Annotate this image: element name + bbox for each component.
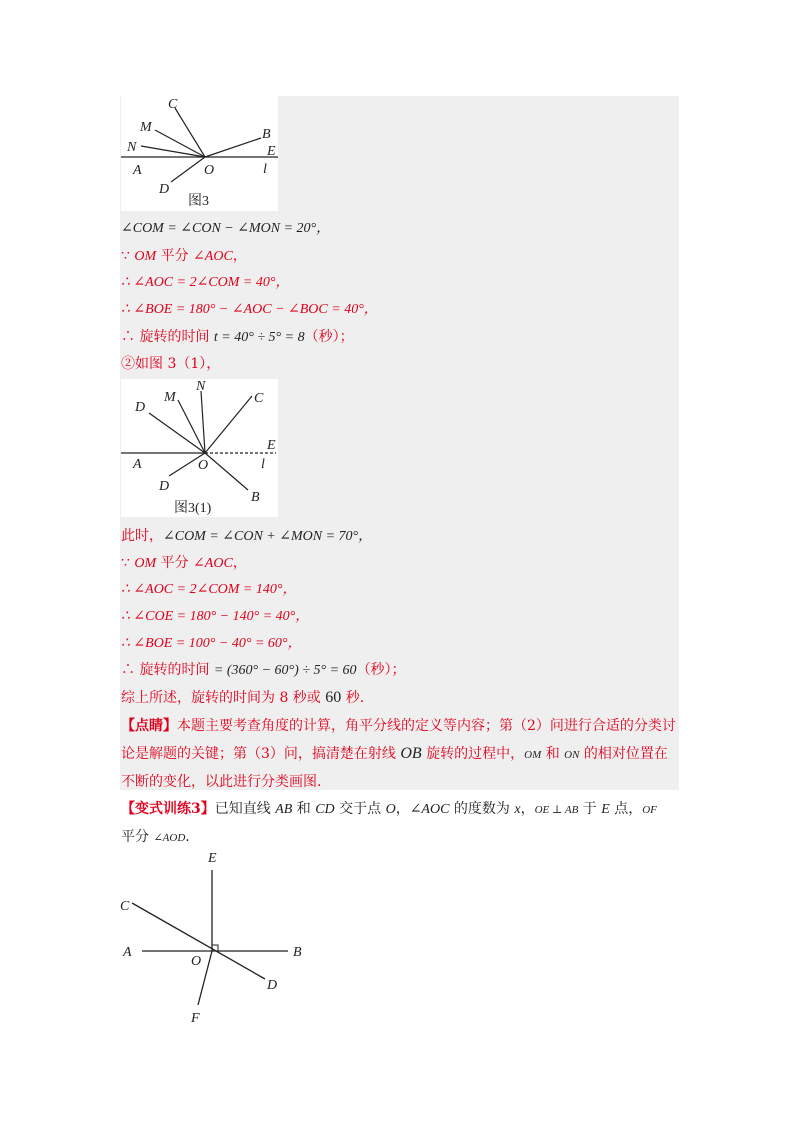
fig31-caption: 图3(1) <box>174 501 212 516</box>
fig31-label-n: N <box>196 379 206 394</box>
fig3-label-e: E <box>267 144 276 159</box>
fig31-label-m: M <box>164 390 176 405</box>
step-a-line-3: ∴ ∠AOC = 2∠COM = 40°， <box>121 275 290 290</box>
figure-3-1-diagram <box>121 379 278 517</box>
fig3-caption: 图3 <box>188 194 209 209</box>
step-b-line-3: ∴ ∠AOC = 2∠COM = 140°， <box>121 582 297 597</box>
ex-label-c: C <box>120 899 130 914</box>
step-b-line-2: ∵ OM 平分 ∠AOC， <box>121 555 247 571</box>
exercise-figure-diagram <box>115 845 315 1030</box>
fig3-label-l: l <box>263 162 267 177</box>
fig31-label-d-lower: D <box>159 479 170 494</box>
comment-paragraph: 【点睛】本题主要考查角度的计算，角平分线的定义等内容；第（2）问进行合适的分类讨论是解题的关键；第（3）问，搞清楚在射线 OB 旋转的过程中，OM 和 ON 的相对位置在不断的变化，以此进行分类画图. <box>121 718 676 790</box>
step-a-line-2: ∵ OM 平分 ∠AOC， <box>121 248 247 264</box>
summary-line: 综上所述，旋转的时间为 8 秒或 60 秒. <box>121 689 365 706</box>
fig31-label-a: A <box>133 457 142 472</box>
fig31-label-l: l <box>261 457 265 472</box>
fig31-label-d-upper: D <box>135 400 146 415</box>
step-a-line-4: ∴ ∠BOE = 180° − ∠AOC − ∠BOC = 40°， <box>121 302 378 317</box>
figure-3-1 <box>121 379 278 517</box>
fig3-label-c: C <box>168 97 178 112</box>
ex-label-o: O <box>191 954 202 969</box>
step-b-line-5: ∴ ∠BOE = 100° − 40° = 60°， <box>121 636 302 651</box>
exercise-paragraph: 【变式训练3】已知直线 AB 和 CD 交于点 O，∠AOC 的度数为 x，OE ⊥ AB 于 E 点，OF 平分 ∠AOD. <box>121 801 657 845</box>
fig3-label-o: O <box>204 163 215 178</box>
ex-label-a: A <box>123 945 132 960</box>
fig3-label-b: B <box>262 127 271 142</box>
fig31-label-c: C <box>254 391 264 406</box>
fig3-label-d: D <box>159 182 170 197</box>
ex-label-b: B <box>293 945 302 960</box>
fig31-label-e: E <box>267 438 276 453</box>
figure-3 <box>121 96 278 211</box>
step-a-line-1: ∠COM = ∠CON − ∠MON = 20°， <box>121 221 331 236</box>
case-2-label: ②如图 3（1）， <box>121 356 221 372</box>
ex-label-f: F <box>191 1011 200 1026</box>
figure-3-diagram <box>121 96 278 211</box>
step-b-line-1: 此时，∠COM = ∠CON + ∠MON = 70°， <box>121 528 373 544</box>
fig3-label-m: M <box>140 120 152 135</box>
ex-label-d: D <box>267 978 278 993</box>
step-b-line-4: ∴ ∠COE = 180° − 140° = 40°， <box>121 609 310 624</box>
step-a-line-5: ∴ 旋转的时间 t = 40° ÷ 5° = 8（秒）； <box>121 329 354 345</box>
ex-label-e: E <box>208 851 217 866</box>
fig3-label-a: A <box>133 163 142 178</box>
exercise-figure <box>115 845 315 1030</box>
fig31-label-o: O <box>198 458 209 473</box>
fig31-label-b: B <box>251 490 260 505</box>
fig3-label-n: N <box>127 140 137 155</box>
step-b-line-6: ∴ 旋转的时间 = (360° − 60°) ÷ 5° = 60（秒）； <box>121 662 406 678</box>
